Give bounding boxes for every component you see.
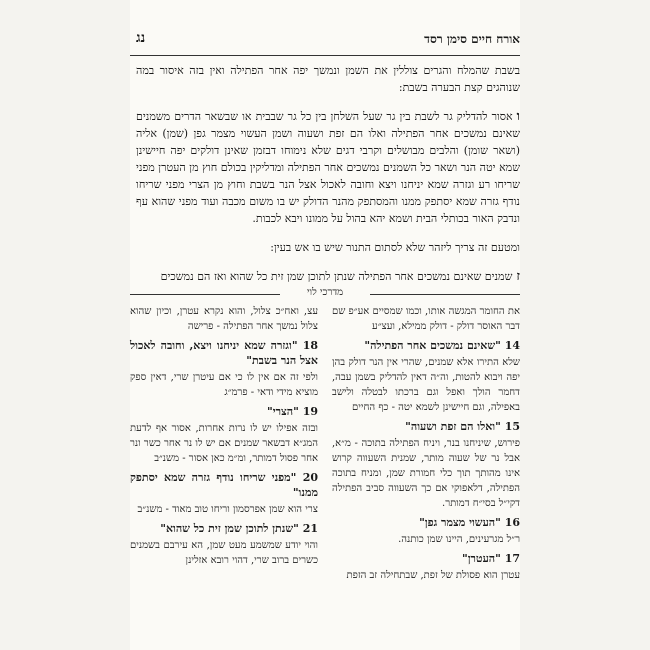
running-header [130,30,520,52]
closing-paragraph: ומטעם זה צריך ליזהר שלא לסתום התנור שיש בו אש בעין: [270,241,520,254]
commentary-heading: 20 "מפני שריחו נודף גזרה שמא יסתפק ממנו" [130,471,318,499]
commentary-heading: 15 "ואלו הם זפת ושעוה" [405,420,520,433]
commentary-text: פירוש, שיניחנו בנר, ויניח הפתילה בתוכה - מ״א, אבל נר של שעוה מותר, שמנית השעווה קרוש אינו מהותך תוך כלי חמורת שמן, ומניח בתוכה הפתילה, דלאפוקי אם כך השעווה סביב הפתילה דקי״ל בסי״ח דמותר. [332,438,520,509]
commentary-text: ובזה אפילו יש לו נרות אחרות, אסור אף לדעת המג״א דבשאר שמנים אם יש לו נר אחר כשר ונר אחר פסול דמותר, ומ״מ כאן אסור - משנ״ב [130,423,318,464]
paragraph-body: שמנים שאינם נמשכים אחר הפתילה שנתן לתוכן שמן זית כל שהוא ואז הם נמשכים [160,270,513,283]
commentary-column-right [332,304,520,587]
commentary-heading: 17 "העטרן" [461,552,520,565]
section-title: אורח חיים סימן רסד [424,32,520,46]
commentary-columns [130,304,520,644]
commentary-heading: 18 "וגזרה שמא יניחנו ויצא, וחובה לאכול אצל הנר בשבת" [130,339,318,367]
commentary-column-left [130,304,318,572]
commentary-title: מדרכי לוי [306,287,344,298]
commentary-text: את החומר המגשה אותו, וכמו שמסיים אע״פ שם דבר האוסר דולק - דולק ממילא, ועצ״ע [332,306,520,332]
commentary-separator [130,288,520,300]
intro-paragraph: בשבת שהמלח והגרים צוללין את השמן ונמשך יפה אחר הפתילה ואין בזה איסור במה שנוהגים קצת הבערה בשבת: [136,64,520,94]
commentary-heading: 19 "הצרי" [267,405,318,418]
paragraph-letter: ו [516,109,520,124]
commentary-heading: 14 "שאינם נמשכים אחר הפתילה" [364,339,520,352]
page-number: נג [136,30,146,46]
paragraph-letter: ז [516,269,520,284]
commentary-text: שלא התירו אלא שמנים, שהרי אין הנר דולק בהן יפה ויבוא להטות, וה״ה דאין להדליק בשמן עבה, דחמר הולך ואפל וגם ברכתו לבטלה ולישב באפילה, וגם חיישינן לשמא יטה - כף החיים [332,357,520,413]
commentary-text: ר״ל מגרעינים, היינו שמן כותנה. [398,534,520,545]
paragraph-vav [136,108,520,227]
commentary-text: עטרן הוא פסולת של זפת, שבתחילה זב הזפת [346,570,520,581]
commentary-text: עצ, ואח״כ צלול, והוא נקרא עטרן, וכיון שהוא צלול נמשך אחר הפתילה - פרישה [130,306,318,332]
separator-line [130,294,280,295]
commentary-text: ולפי זה אם אין לו כי אם עיטרן שרי, דאין ספק מוציא מידי ודאי - פרמ״ג [130,372,318,398]
header-rule [130,55,520,56]
paragraph-zayin [136,268,520,285]
book-page [130,0,520,650]
commentary-heading: 16 "העשוי מצמר גפן" [419,516,520,529]
paragraph-body: אסור להדליק גר לשבת בין גר שעל השלחן בין כל גר שבבית או שבשאר הדרים משמנים שאינם נמשכים אחר הפתילה ואלו הם זפת ושעוה ושמן העשוי מצמר גפן (שמן) אליה (ושאר שומן) והלבים מבושלים וקרבי דגים שלא נימוחו דבזמן שאינן דולקים יפה חיישינן שמא יטה הנר ושאר כל השמנים נמשכים אחר הפתילה ומדליקין בכולם חוץ מן העטרן מפני שריחו רע וגזרה שמא יניחנו ויצא וחובה לאכול אצל הנר בשבת וחוץ מן הצרי מפני שריחו נודף גזרה שמא יסתפק ממנו והמסתפק מהנר הדולק יש בו משום מכבה ועוד מפני שהוא עף ונדבק האור בכותלי הבית ושמא יהא בהול על ממונו ויבא לכבות. [136,110,520,225]
main-text [136,62,520,297]
commentary-heading: 21 "שנתן לתוכן שמן זית כל שהוא" [160,522,318,535]
commentary-text: והוי יודע שמשמע מעט שמן, הא עירבם בשמנים כשרים ברוב שרי, דהוי רובא אזלינן [130,540,318,566]
commentary-text: צרי הוא שמן אפרסמון וריחו טוב מאוד - משנ״ב [137,504,318,515]
